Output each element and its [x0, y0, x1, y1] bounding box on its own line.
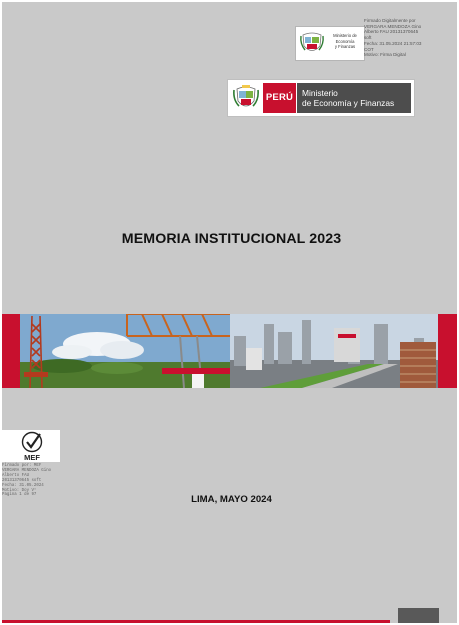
- mef-seal: [2, 430, 60, 462]
- signature-ministry-name: [327, 33, 363, 50]
- footer-block: [398, 608, 439, 623]
- cover-photo-band: [2, 314, 457, 388]
- ministry-name-line1: Ministerio: [302, 88, 338, 98]
- stamp-line: Pagina 1 de 97: [2, 493, 37, 498]
- signature-line: VERGARA MENDOZA Gino: [364, 23, 422, 29]
- signature-line: Firmado Digitalmente por: [364, 18, 416, 23]
- peru-label: PERÚ: [263, 83, 296, 113]
- coat-of-arms-icon: [231, 83, 261, 113]
- ministry-name-line2: de Economía y Finanzas: [302, 98, 395, 108]
- coat-of-arms-icon: [299, 30, 325, 56]
- stamp-line: Alberto FAU: [2, 473, 30, 478]
- document-title: MEMORIA INSTITUCIONAL 2023: [121, 231, 342, 247]
- signature-line: Alberto FAU 20131370645: [364, 29, 419, 35]
- signature-line: soft: [364, 35, 372, 41]
- cover-photo: [2, 314, 457, 388]
- signature-ministry-line: y Finanzas: [334, 44, 356, 50]
- signature-ministry-line: Economía: [335, 38, 355, 44]
- mef-seal-text: MEF: [24, 453, 40, 462]
- digital-signature-text: [364, 18, 456, 58]
- check-seal-icon: [2, 430, 60, 462]
- ministry-name: [297, 83, 411, 113]
- stamp-line: 20131370645 soft: [2, 478, 42, 483]
- stamp-line: Motivo: Doy V°: [2, 488, 37, 493]
- ministry-logo: [227, 79, 415, 117]
- signature-logo: [295, 26, 365, 61]
- stamp-line: VERGARA MENDOZA Gino: [2, 468, 52, 473]
- place-date: LIMA, MAYO 2024: [191, 494, 272, 505]
- signature-ministry-line: Ministerio de: [333, 33, 357, 38]
- stamp-line: Firmado por: MEF: [2, 464, 42, 468]
- signature-line: Motivo: Firma Digital: [364, 52, 406, 58]
- footer-red-line: [2, 620, 390, 623]
- signature-line: COT: [364, 46, 374, 52]
- cover-page: [2, 2, 457, 623]
- signature-line: Fecha: 31.05.2024 21:57:03: [364, 40, 422, 46]
- stamp-line: Fecha: 31.05.2024: [2, 483, 44, 488]
